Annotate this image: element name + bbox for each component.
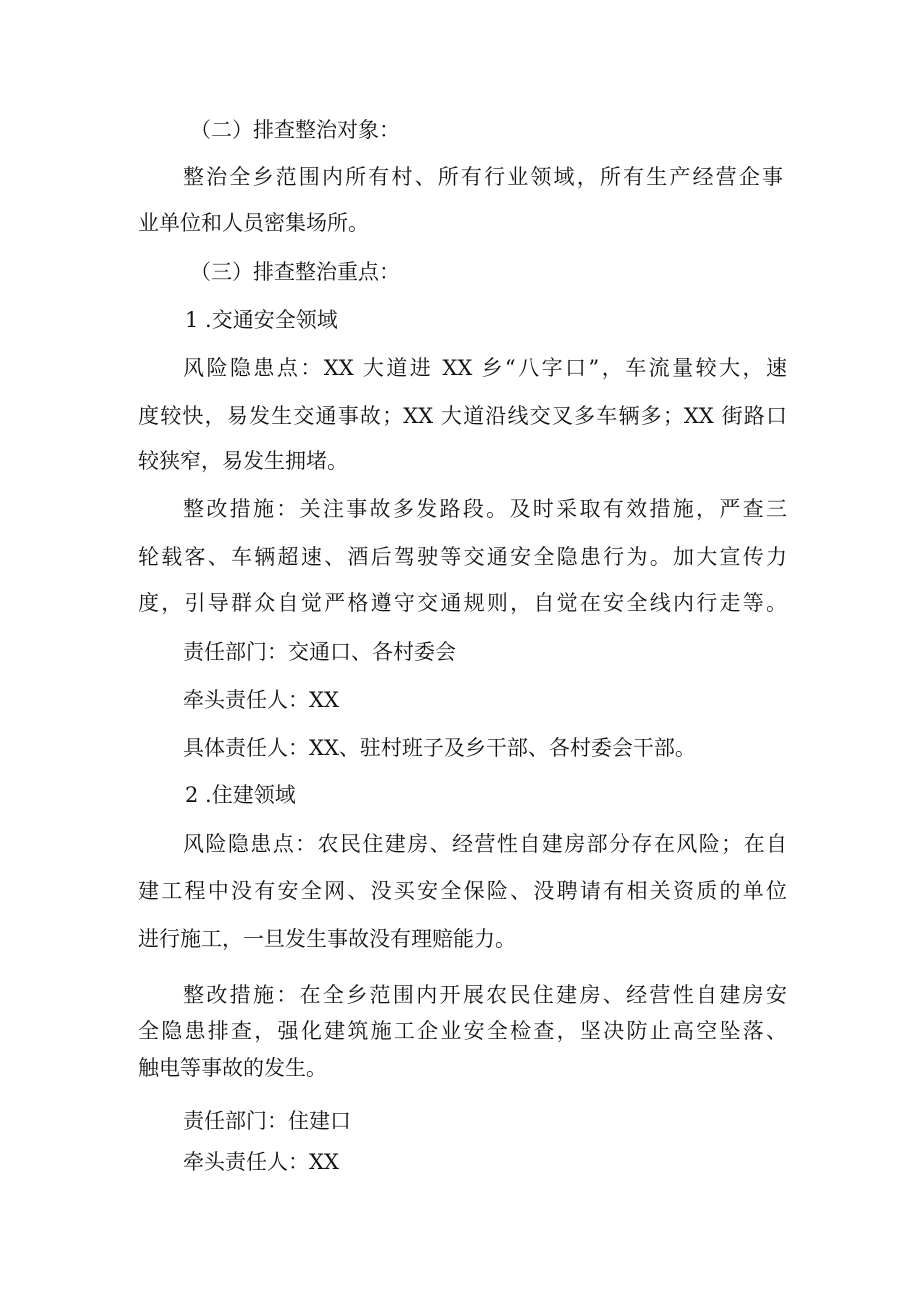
paragraph-line: 建工程中没有安全网、没买安全保险、没聘请有相关资质的单位 (138, 879, 787, 903)
responsible-department: 责任部门：住建口 (183, 1109, 351, 1133)
subsection-heading: 2 .住建领域 (185, 783, 296, 807)
paragraph-line: 风险隐患点：XX 大道进 XX 乡“八字口”，车流量较大，速 (183, 356, 787, 380)
lead-person: 牵头责任人：XX (183, 1150, 339, 1174)
paragraph-line: 业单位和人员密集场所。 (138, 211, 369, 235)
paragraph-line: 整改措施：在全乡范围内开展农民住建房、经营性自建房安 (183, 983, 787, 1007)
subsection-heading: 1 .交通安全领域 (185, 308, 338, 332)
paragraph-line: 触电等事故的发生。 (138, 1056, 327, 1080)
paragraph-line: 度，引导群众自觉严格遵守交通规则，自觉在安全线内行走等。 (138, 591, 787, 615)
paragraph-line: 进行施工，一旦发生事故没有理赔能力。 (138, 927, 516, 951)
paragraph-line: 较狭窄，易发生拥堵。 (138, 449, 348, 473)
section-heading: （三）排查整治重点： (190, 260, 400, 284)
paragraph-line: 风险隐患点：农民住建房、经营性自建房部分存在风险；在自 (183, 832, 787, 856)
section-heading: （二）排查整治对象： (190, 118, 400, 142)
specific-persons: 具体责任人：XX、驻村班子及乡干部、各村委会干部。 (183, 736, 696, 760)
paragraph-line: 轮载客、车辆超速、酒后驾驶等交通安全隐患行为。加大宣传力 (138, 545, 787, 569)
paragraph-line: 度较快，易发生交通事故；XX 大道沿线交叉多车辆多；XX 街路口 (138, 404, 787, 428)
responsible-department: 责任部门：交通口、各村委会 (183, 640, 456, 664)
paragraph-line: 全隐患排查，强化建筑施工企业安全检查，坚决防止高空坠落、 (138, 1019, 787, 1043)
paragraph-line: 整改措施：关注事故多发路段。及时采取有效措施，严查三 (183, 497, 787, 521)
lead-person: 牵头责任人：XX (183, 688, 339, 712)
paragraph-line: 整治全乡范围内所有村、所有行业领域，所有生产经营企事 (183, 165, 783, 189)
